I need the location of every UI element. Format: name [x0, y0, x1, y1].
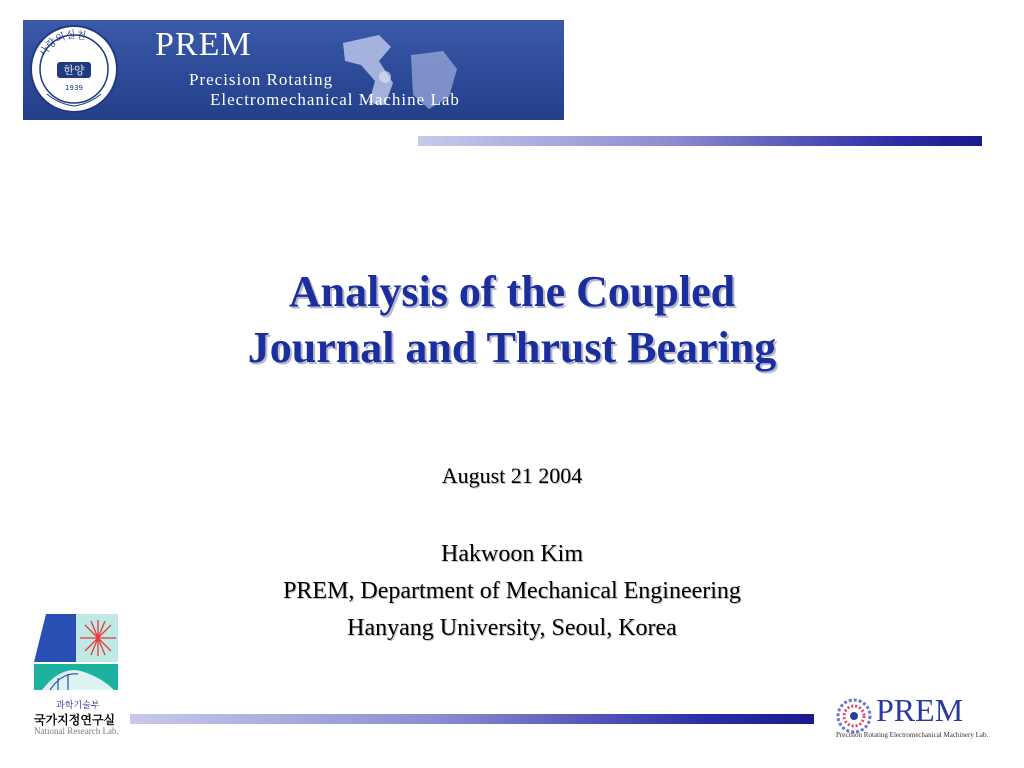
prem-footer-subtitle: Precision Rotating Electromechanical Machinery Lab. [836, 731, 989, 739]
top-gradient-bar [418, 136, 982, 146]
author-block [0, 536, 1024, 647]
nrl-name-english: National Research Lab. [34, 726, 119, 736]
prem-footer-logo-text: PREM [876, 692, 964, 728]
hanyang-seal-icon [29, 24, 119, 114]
national-research-lab-logo-icon [32, 612, 120, 692]
prem-rotor-emblem-icon [836, 698, 872, 734]
seal-ring-text: 사랑의실천 [37, 29, 87, 59]
seal-year: 1939 [65, 84, 83, 92]
seal-center-text: 한양 [63, 64, 85, 77]
prem-banner [23, 20, 564, 120]
author-affiliation: PREM, Department of Mechanical Engineering [283, 578, 741, 604]
slide-title [0, 264, 1024, 376]
slide-title-line1: Analysis of the Coupled [288, 267, 736, 316]
author-university: Hanyang University, Seoul, Korea [347, 615, 677, 641]
nrl-name-korean: 국가지정연구실 [34, 713, 116, 727]
bottom-gradient-bar [130, 714, 814, 724]
banner-title: PREM [155, 26, 252, 63]
banner-subtitle-line2: Electromechanical Machine Lab [210, 90, 460, 109]
presentation-date: August 21 2004 [441, 463, 583, 488]
author-name: Hakwoon Kim [441, 541, 583, 567]
nrl-ministry-label: 과학기술부 [56, 701, 100, 711]
slide-title-line2: Journal and Thrust Bearing [247, 323, 777, 372]
banner-subtitle-line1: Precision Rotating [189, 70, 334, 89]
